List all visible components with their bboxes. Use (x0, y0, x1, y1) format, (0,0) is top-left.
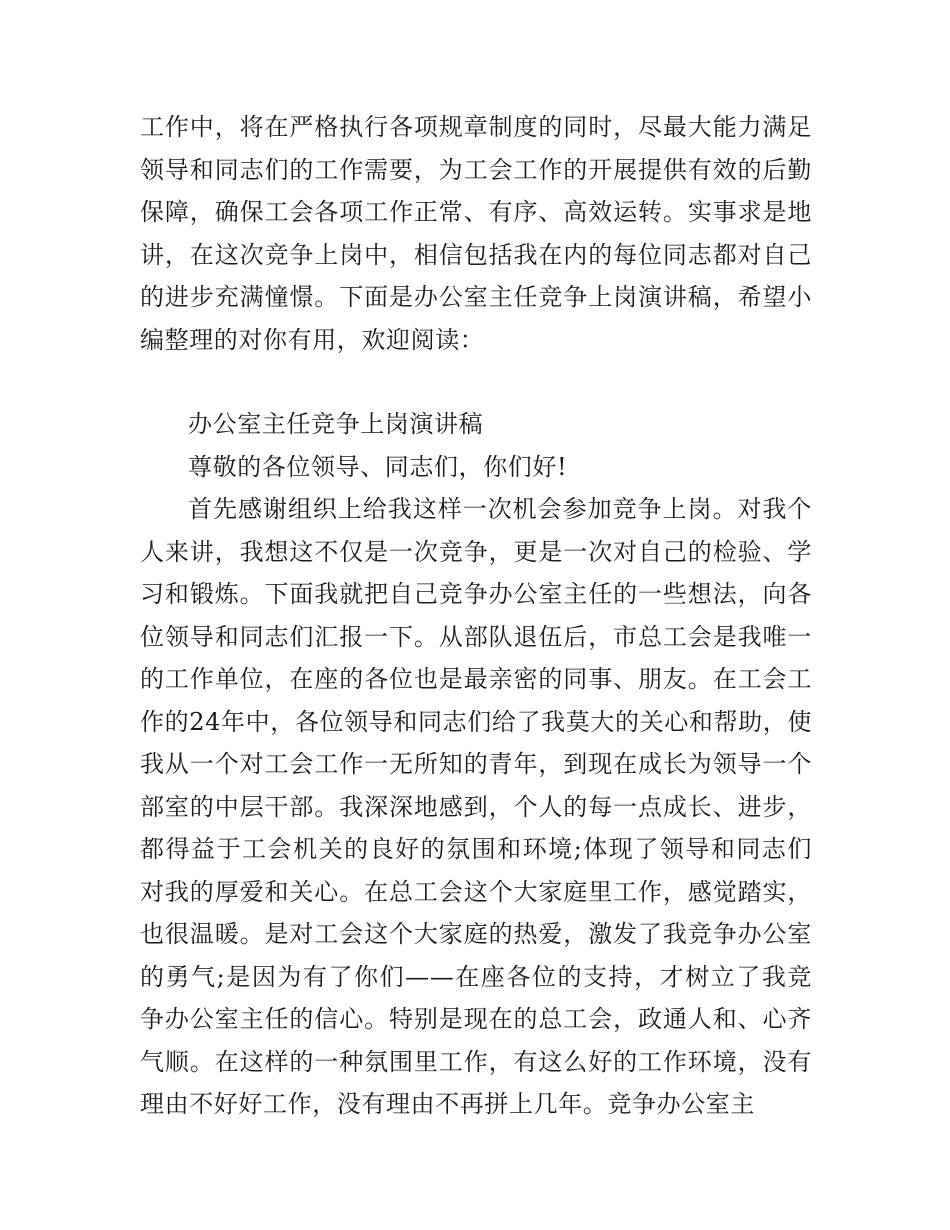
speech-paragraph: 首先感谢组织上给我这样一次机会参加竞争上岗。对我个人来讲，我想这不仅是一次竞争，更是一次对自己的检验、学习和锻炼。下面我就把自己竞争办公室主任的一些想法，向各位领导和同志们汇报一下。从部队退伍后，市总工会是我唯一的工作单位，在座的各位也是最亲密的同事、朋友。在工会工作的24年中，各位领导和同志们给了我莫大的关心和帮助，使我从一个对工会工作一无所知的青年，到现在成长为领导一个部室的中层干部。我深深地感到，个人的每一点成长、进步，都得益于工会机关的良好的氛围和环境;体现了领导和同志们对我的厚爱和关心。在总工会这个大家庭里工作，感觉踏实，也很温暖。是对工会这个大家庭的热爱，激发了我竞争办公室的勇气;是因为有了你们——在座各位的支持，才树立了我竞争办公室主任的信心。特别是现在的总工会，政通人和、心齐气顺。在这样的一种氛围里工作，有这么好的工作环境，没有理由不好好工作，没有理由不再拼上几年。竞争办公室主 (140, 495, 812, 1118)
document-title: 办公室主任竞争上岗演讲稿 (188, 410, 484, 438)
document-body (140, 106, 812, 1126)
greeting-line: 尊敬的各位领导、同志们，你们好! (188, 452, 568, 481)
paragraph-gap (140, 361, 812, 403)
intro-paragraph: 工作中，将在严格执行各项规章制度的同时，尽最大能力满足领导和同志们的工作需要，为工会工作的开展提供有效的后勤保障，确保工会各项工作正常、有序、高效运转。实事求是地讲，在这次竞争上岗中，相信包括我在内的每位同志都对自己的进步充满憧憬。下面是办公室主任竞争上岗演讲稿，希望小编整理的对你有用，欢迎阅读： (140, 113, 812, 354)
